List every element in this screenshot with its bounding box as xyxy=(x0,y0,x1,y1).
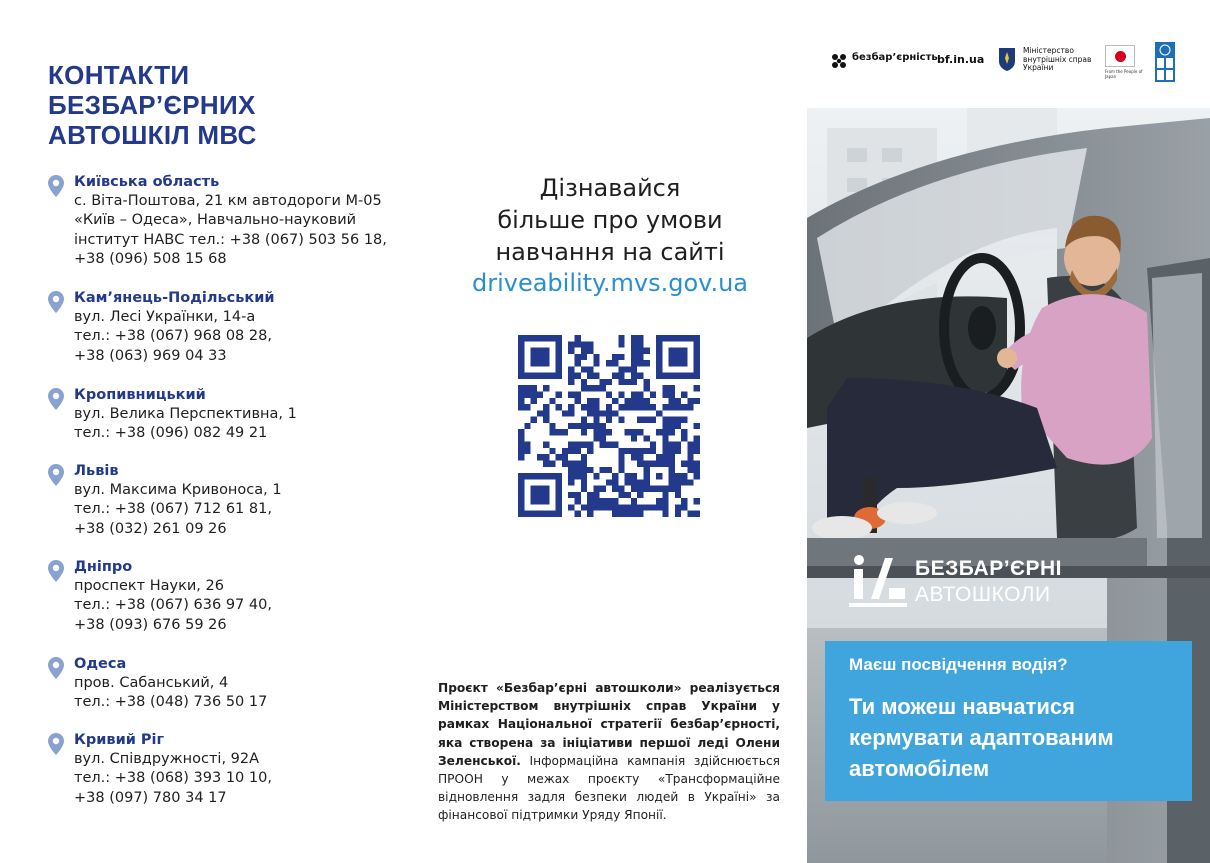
contact-details xyxy=(74,750,272,809)
undp-logo-icon xyxy=(1155,42,1175,82)
brand-line: БЕЗБАР’ЄРНІ xyxy=(915,557,1063,580)
mvs-logo-text xyxy=(1023,47,1091,73)
project-note-bold: Проєкт «Безбар’єрні автошколи» реалізується Міністерством внутрішніх справ України у рамках Національної стратегії безбар’єрності, яка створена за ініціативи першої леді Олени Зеленської. xyxy=(438,681,780,768)
contact-city: Кривий Ріг xyxy=(74,732,165,748)
contact-line: проспект Науки, 26 xyxy=(74,577,224,594)
contact-line: +38 (096) 508 15 68 xyxy=(74,251,227,267)
contact-details xyxy=(74,405,297,444)
bezbarernist-logo-icon xyxy=(831,53,847,69)
website-link[interactable]: driveability.mvs.gov.ua xyxy=(471,269,749,297)
contact-line: «Київ – Одеса», Навчально-науковий xyxy=(74,212,357,228)
title-line: БЕЗБАР’ЄРНИХ xyxy=(48,90,256,120)
contact-line: тел.: +38 (068) 393 10 10, xyxy=(74,770,272,786)
location-pin-icon xyxy=(48,388,64,410)
title-line: АВТОШКІЛ МВС xyxy=(48,120,257,150)
answer-line: автомобілем xyxy=(849,756,990,781)
contact-line: +38 (063) 969 04 33 xyxy=(74,347,227,364)
mvs-logo-line: України xyxy=(1023,63,1054,72)
partner-logos xyxy=(807,0,1210,108)
location-pin-icon xyxy=(48,657,64,679)
contact-line: інститут НАВС тел.: +38 (067) 503 56 18, xyxy=(74,231,387,248)
contact-line: тел.: +38 (067) 712 61 81, xyxy=(74,501,272,517)
contact-line: +38 (093) 676 59 26 xyxy=(74,616,227,633)
contact-details xyxy=(74,481,282,540)
contact-city: Київська область xyxy=(74,174,220,190)
brand-line: АВТОШКОЛИ xyxy=(915,583,1051,606)
japan-flag-icon xyxy=(1105,45,1135,67)
bf-site-link[interactable]: bf.in.ua xyxy=(937,53,985,66)
contact-city: Кропивницький xyxy=(74,387,206,403)
qr-code[interactable] xyxy=(518,335,700,517)
project-note xyxy=(438,679,780,825)
callout-answer xyxy=(849,691,1179,784)
location-pin-icon xyxy=(48,560,64,582)
autoschool-logo-icon xyxy=(849,552,907,610)
mvs-logo-line: Міністерство xyxy=(1023,46,1074,55)
contact-city: Дніпро xyxy=(74,559,133,575)
heading-line: навчання на сайті xyxy=(495,238,725,266)
contact-line: тел.: +38 (067) 968 08 28, xyxy=(74,328,272,344)
project-note-regular: Інформаційна кампанія здійснюється ПРООН у межах проєкту «Трансформаційне відновлення задля безпеки людей в Україні» за фінансової підтримки Уряду Японії. xyxy=(438,753,780,823)
contact-line: вул. Співдружності, 92А xyxy=(74,750,260,767)
answer-line: Ти можеш навчатися xyxy=(849,694,1075,719)
mvs-emblem-icon xyxy=(997,46,1017,72)
contact-details xyxy=(74,577,272,636)
location-pin-icon xyxy=(48,733,64,755)
website-heading xyxy=(430,172,790,268)
location-pin-icon xyxy=(48,175,64,197)
contacts-title xyxy=(48,60,257,150)
heading-line: Дізнавайся xyxy=(539,174,681,202)
contacts-panel xyxy=(0,0,410,863)
location-pin-icon xyxy=(48,291,64,313)
contact-city: Львів xyxy=(74,463,119,479)
contact-city: Кам’янець-Подільський xyxy=(74,290,275,306)
contact-line: тел.: +38 (067) 636 97 40, xyxy=(74,597,272,613)
answer-line: кермувати адаптованим xyxy=(849,725,1114,750)
contact-line: тел.: +38 (096) 082 49 21 xyxy=(74,425,268,441)
contact-line: +38 (097) 780 34 17 xyxy=(74,789,227,806)
contact-line: вул. Максима Кривоноса, 1 xyxy=(74,481,282,498)
contact-city: Одеса xyxy=(74,656,127,672)
bezbarernist-logo-text: безбар’єрність xyxy=(852,52,938,63)
promo-panel xyxy=(807,0,1210,863)
contact-details xyxy=(74,674,267,713)
contact-line: тел.: +38 (048) 736 50 17 xyxy=(74,694,268,710)
callout-box xyxy=(825,641,1192,801)
contact-line: вул. Велика Перспективна, 1 xyxy=(74,405,297,422)
contact-line: с. Віта-Поштова, 21 км автодороги М-05 xyxy=(74,192,382,209)
heading-line: більше про умови xyxy=(497,206,723,234)
contact-details xyxy=(74,308,272,367)
contact-line: +38 (032) 261 09 26 xyxy=(74,520,227,537)
callout-question: Маєш посвідчення водія? xyxy=(849,655,1068,674)
mvs-logo-line: внутрішніх справ xyxy=(1023,54,1092,64)
title-line: КОНТАКТИ xyxy=(48,60,190,90)
location-pin-icon xyxy=(48,464,64,486)
japan-logo-text: From the People of Japan xyxy=(1105,69,1143,79)
contact-details xyxy=(74,192,387,270)
autoschool-brand xyxy=(849,552,1169,612)
contact-line: пров. Сабанський, 4 xyxy=(74,674,229,691)
contact-line: вул. Лесі Українки, 14-а xyxy=(74,308,256,325)
